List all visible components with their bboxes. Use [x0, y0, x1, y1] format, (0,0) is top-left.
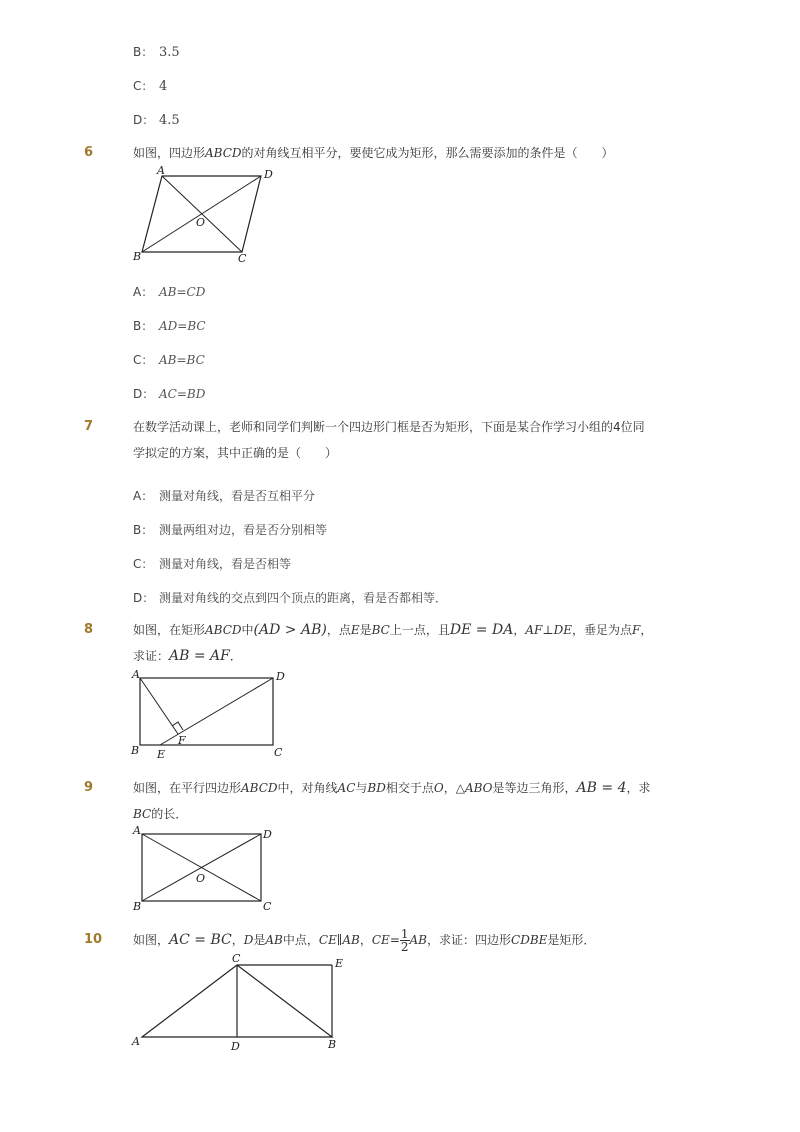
text: 是 — [253, 933, 266, 947]
rectangle-outline — [140, 678, 273, 745]
q6-stem — [133, 139, 693, 167]
option-label: B： — [133, 523, 154, 537]
option-label: A： — [133, 285, 154, 299]
math: CE∥AB — [318, 933, 360, 947]
text: 如图，在平行四边形 — [133, 781, 242, 795]
question-number: 6 — [84, 145, 94, 160]
text: ， — [359, 933, 372, 947]
text: 中，对角线 — [277, 781, 338, 795]
vertex-label: C — [274, 746, 283, 759]
text: ， — [443, 781, 456, 795]
diagonal-bd — [142, 176, 261, 252]
q6-option-c[interactable] — [133, 351, 205, 368]
math: BC — [371, 623, 390, 637]
text: 是等边三角形， — [492, 781, 577, 795]
vertex-label: B — [131, 744, 140, 757]
q6-option-d[interactable] — [133, 385, 205, 402]
option-label: C： — [133, 557, 154, 571]
option-value: 测量对角线，看是否互相平分 — [159, 489, 316, 503]
option-label: A： — [133, 489, 154, 503]
vertex-label: O — [196, 872, 206, 885]
math: △ABO — [455, 781, 493, 795]
option-label: C： — [133, 79, 154, 93]
vertex-label: A — [132, 668, 140, 681]
text: ，求证：四边形 — [427, 933, 512, 947]
math: AB = 4 — [576, 780, 627, 796]
q9-stem-line1 — [133, 774, 693, 802]
text: ， — [231, 933, 244, 947]
q6-option-b[interactable] — [133, 317, 206, 334]
q7-stem-line1: 在数学活动课上，老师和同学们判断一个四边形门框是否为矩形，下面是某合作学习小组的4位同 — [133, 420, 645, 434]
option-value: AC=BD — [159, 387, 206, 401]
option-value: 4.5 — [159, 113, 180, 128]
question-number: 10 — [84, 932, 103, 947]
math: AC — [337, 781, 356, 795]
option-value: 测量两组对边，看是否分别相等 — [159, 523, 328, 537]
math: ABCD — [241, 781, 278, 795]
text: ， — [640, 623, 653, 637]
math: D — [243, 933, 254, 947]
option-label: D： — [133, 387, 155, 401]
vertex-label: D — [276, 670, 285, 683]
option-label: D： — [133, 591, 155, 605]
q10-figure — [128, 952, 353, 1054]
text: 如图，四边形 — [133, 146, 206, 160]
vertex-label: A — [157, 164, 165, 177]
math: CDBE — [511, 933, 548, 947]
vertex-label: O — [196, 216, 206, 229]
option-label: D： — [133, 113, 155, 127]
q6-option-a[interactable] — [133, 283, 205, 300]
math: CE= — [371, 933, 400, 947]
q8-stem-line1 — [133, 616, 693, 644]
text: ，点 — [326, 623, 351, 637]
text: 如图， — [133, 933, 170, 947]
question-number: 9 — [84, 780, 94, 795]
vertex-label: E — [335, 957, 344, 970]
option-value: AD=BC — [159, 319, 206, 333]
math: BC — [133, 807, 152, 821]
math: O — [433, 781, 444, 795]
math: AB — [265, 933, 283, 947]
vertex-label: D — [263, 828, 272, 841]
text: 的长． — [151, 807, 188, 821]
text: ． — [229, 649, 242, 663]
option-value: 3.5 — [159, 45, 180, 60]
segment-de — [160, 678, 273, 745]
text: 的对角线互相平分，要使它成为矩形，那么需要添加的条件是（ ） — [241, 146, 614, 160]
q6-figure-parallelogram — [130, 164, 290, 268]
text: 如图，在矩形 — [133, 623, 206, 637]
q7-stem-line2: 学拟定的方案，其中正确的是（ ） — [133, 446, 338, 460]
q10-stem — [133, 926, 693, 954]
text: 求证： — [133, 649, 170, 663]
text: ，求 — [626, 781, 651, 795]
option-label: C： — [133, 353, 154, 367]
fraction-denominator: 2 — [400, 940, 409, 954]
q7-option-d[interactable] — [133, 589, 447, 606]
text: ， — [513, 623, 526, 637]
math: AF⊥DE — [525, 623, 572, 637]
math: ABCD — [205, 146, 242, 160]
text: 与 — [355, 781, 368, 795]
text: 是 — [359, 623, 372, 637]
option-value: 4 — [159, 79, 168, 94]
option-label: B： — [133, 45, 154, 59]
math: AB — [409, 933, 427, 947]
q5-option-b[interactable] — [133, 43, 180, 60]
vertex-label: B — [133, 900, 142, 913]
question-number: 7 — [84, 419, 94, 434]
fraction-numerator: 1 — [400, 927, 409, 941]
text: 中点， — [282, 933, 319, 947]
vertex-label: D — [264, 168, 273, 181]
option-value: 测量对角线，看是否相等 — [159, 557, 292, 571]
vertex-label: B — [328, 1038, 337, 1051]
q7-option-b[interactable] — [133, 521, 327, 538]
vertex-label: C — [238, 252, 247, 265]
math: (AD > AB) — [253, 622, 327, 638]
option-label: B： — [133, 319, 154, 333]
text: 相交于点 — [385, 781, 434, 795]
math: E — [350, 623, 360, 637]
option-value: 测量对角线的交点到四个顶点的距离，看是否都相等． — [159, 591, 448, 605]
q7-option-a[interactable] — [133, 487, 315, 504]
math: DE = DA — [449, 622, 514, 638]
vertex-label: B — [133, 250, 142, 263]
option-value: AB=CD — [159, 285, 206, 299]
q8-stem-line2 — [133, 642, 242, 670]
vertex-label: D — [231, 1040, 240, 1053]
option-value: AB=BC — [159, 353, 205, 367]
text: 上一点，且 — [389, 623, 450, 637]
math: BD — [367, 781, 386, 795]
q5-option-c[interactable] — [133, 77, 167, 94]
vertex-label: C — [232, 952, 241, 965]
right-angle-mark — [172, 722, 183, 730]
text: 中 — [241, 623, 254, 637]
q9-figure-rectangle — [128, 824, 288, 914]
text: 是矩形． — [547, 933, 596, 947]
q7-option-c[interactable] — [133, 555, 291, 572]
question-number: 8 — [84, 622, 94, 637]
math: AC = BC — [169, 932, 232, 948]
text: ，垂足为点 — [572, 623, 633, 637]
q5-option-d[interactable] — [133, 111, 180, 128]
q8-figure-rectangle — [128, 668, 298, 760]
vertex-label: E — [157, 748, 166, 760]
vertex-label: F — [178, 734, 186, 747]
vertex-label: A — [133, 824, 141, 837]
vertex-label: C — [263, 900, 272, 913]
fraction-one-half — [400, 928, 410, 953]
math: F — [632, 623, 641, 637]
math: AB = AF — [169, 648, 230, 664]
math: ABCD — [205, 623, 242, 637]
vertex-label: A — [132, 1035, 140, 1048]
